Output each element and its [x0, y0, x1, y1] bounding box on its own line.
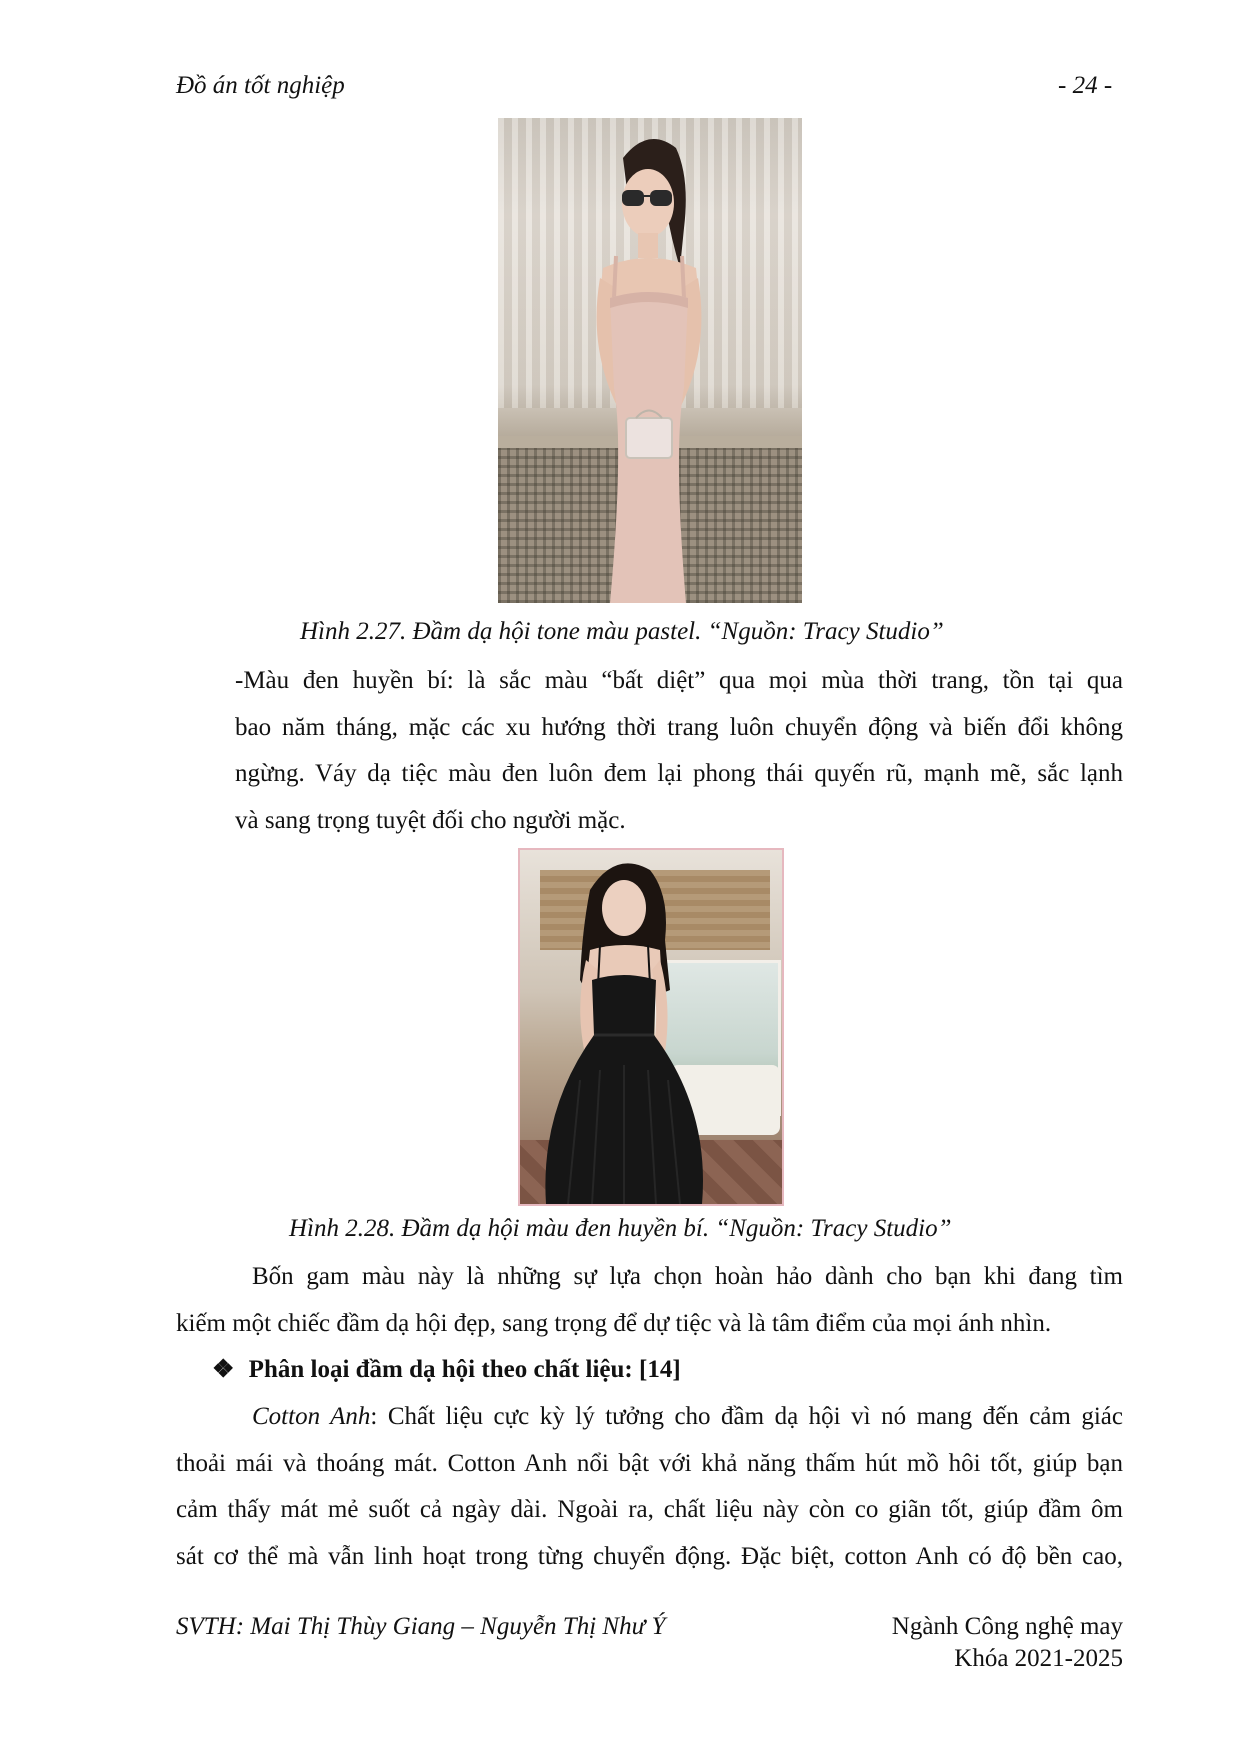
paragraph-cotton-anh — [176, 1394, 1123, 1580]
figure-pastel-dress-photo — [498, 118, 802, 603]
black-dress-figure — [520, 850, 782, 1204]
text-line: sát cơ thể mà vẫn linh hoạt trong từng chuyển động. Đặc biệt, cotton Anh có độ bền cao, — [176, 1542, 1123, 1570]
text-line: và sang trọng tuyệt đối cho người mặc. — [235, 806, 626, 834]
section-heading — [212, 1354, 681, 1384]
term-cotton-anh: Cotton Anh — [252, 1403, 371, 1430]
text-line: cảm thấy mát mẻ suốt cả ngày dài. Ngoài ra, chất liệu này còn co giãn tốt, giúp đầm ôm — [176, 1496, 1123, 1523]
text-line: ngừng. Váy dạ tiệc màu đen luôn đem lại phong thái quyến rũ, mạnh mẽ, sắc lạnh — [235, 760, 1123, 787]
footer-major: Ngành Công nghệ may — [891, 1613, 1123, 1640]
paragraph-summary — [176, 1254, 1123, 1347]
figure-caption-2-27: Hình 2.27. Đầm dạ hội tone màu pastel. “Nguồn: Tracy Studio” — [300, 618, 944, 645]
footer-course: Khóa 2021-2025 — [954, 1645, 1123, 1672]
page-number: - 24 - — [1058, 72, 1113, 99]
section-heading-text: Phân loại đầm dạ hội theo chất liệu: [14] — [248, 1356, 681, 1383]
text-line-first — [176, 1394, 1123, 1441]
figure-black-dress-photo — [518, 848, 784, 1206]
footer-authors: SVTH: Mai Thị Thùy Giang – Nguyễn Thị Như Ý — [176, 1613, 666, 1640]
header-title: Đồ án tốt nghiệp — [176, 72, 345, 99]
text-line: bao năm tháng, mặc các xu hướng thời trang luôn chuyển động và biến đổi không — [235, 713, 1123, 741]
paragraph-black-color — [235, 658, 1123, 844]
text-line: thoải mái và thoáng mát. Cotton Anh nổi bật với khả năng thấm hút mồ hôi tốt, giúp bạn — [176, 1449, 1123, 1477]
text-line: kiếm một chiếc đầm dạ hội đẹp, sang trọng để dự tiệc và là tâm điểm của mọi ánh nhìn. — [176, 1309, 1052, 1337]
text-line: Bốn gam màu này là những sự lựa chọn hoàn hảo dành cho bạn khi đang tìm — [252, 1263, 1123, 1290]
text-line: -Màu đen huyền bí: là sắc màu “bất diệt” qua mọi mùa thời trang, tồn tại qua — [235, 667, 1123, 694]
bullet-icon: ❖ — [212, 1356, 235, 1383]
pastel-dress-figure — [498, 118, 802, 603]
figure-caption-2-28: Hình 2.28. Đầm dạ hội màu đen huyền bí. “Nguồn: Tracy Studio” — [289, 1215, 952, 1242]
text-line: : Chất liệu cực kỳ lý tưởng cho đầm dạ hội vì nó mang đến cảm giác — [370, 1403, 1123, 1430]
